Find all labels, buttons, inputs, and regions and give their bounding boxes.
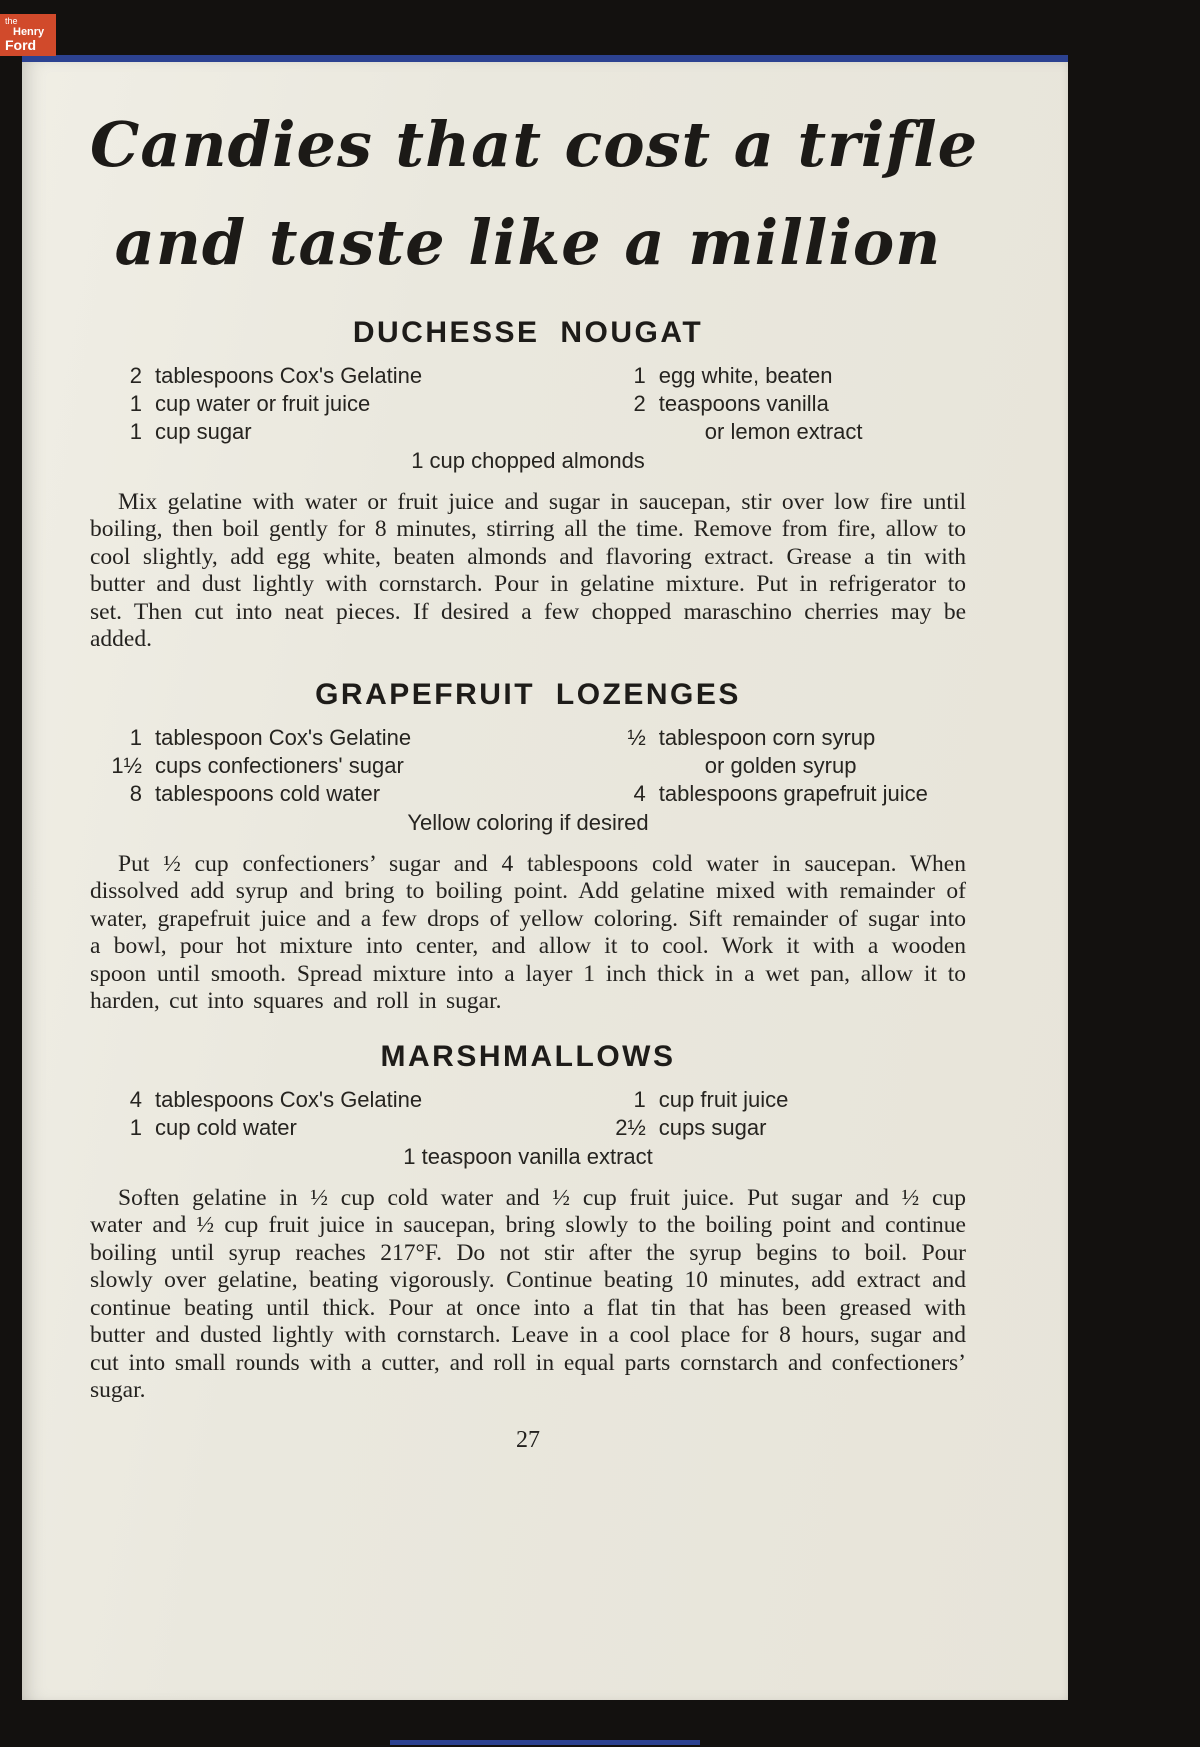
page-top-edge: [22, 55, 1068, 62]
ingredient-qty: 1: [129, 724, 142, 750]
ingredient-text: teaspoons vanilla: [658, 390, 829, 416]
ingredient-qty: 4: [129, 1086, 142, 1112]
ingredient-row: [608, 418, 966, 446]
ingredient-text: tablespoon corn syrup: [658, 724, 876, 750]
ingredient-qty: 1: [633, 1086, 646, 1112]
ingredient-column-right: [572, 362, 966, 446]
ingredient-qty: 1: [129, 418, 142, 444]
recipe-heading: MARSHMALLOWS: [380, 1039, 676, 1073]
ingredient-text: or golden syrup: [704, 752, 857, 778]
henry-ford-logo: [0, 14, 56, 56]
ingredient-text: cup cold water: [155, 1114, 297, 1140]
ingredient-center-line: 1 teaspoon vanilla extract: [403, 1143, 653, 1169]
ingredient-columns: [90, 362, 966, 446]
ingredient-center-line: Yellow coloring if desired: [407, 809, 649, 835]
ingredient-qty: 4: [633, 780, 646, 806]
ingredient-qty: 2: [633, 390, 646, 416]
logo-ford: Ford: [5, 37, 37, 53]
ingredient-column-left: [90, 724, 572, 808]
ingredient-text: cup sugar: [155, 418, 252, 444]
ingredient-columns: [90, 1086, 966, 1142]
page-title: [90, 96, 979, 292]
ingredient-qty: 1: [129, 1114, 142, 1140]
ingredient-columns: [90, 724, 966, 808]
logo-henry: Henry: [13, 26, 45, 38]
recipe-instructions: Soften gelatine in ½ cup cold water and ½ cup fruit juice. Put sugar and ½ cup water and ½ cup fruit juice in saucepan, bring slowly to the boiling point and continue boiling until syrup reaches 217°F. Do not stir after the syrup begins to boil. Pour slowly over gelatine, beating vigorously. Continue beating 10 minutes, add extract and continue beating until thick. Pour at once into a flat tin that has been greased with butter and dusted lightly with cornstarch. Leave in a cool place for 8 hours, sugar and cut into small rounds with a cutter, and roll in equal parts cornstarch and confectioners’ sugar.: [90, 1184, 966, 1404]
ingredient-column-right: [572, 724, 966, 808]
ingredient-text: tablespoons Cox's Gelatine: [155, 1086, 423, 1112]
ingredient-text: tablespoon Cox's Gelatine: [155, 724, 412, 750]
ingredient-qty: 1: [633, 362, 646, 388]
ingredient-text: tablespoons Cox's Gelatine: [155, 362, 423, 388]
ingredient-qty: 2: [129, 362, 142, 388]
ingredient-column-left: [90, 1086, 572, 1142]
ingredient-qty: 1: [129, 390, 142, 416]
ingredient-row: [104, 362, 572, 390]
booklet-page: [22, 62, 1068, 1700]
ingredient-text: cups confectioners' sugar: [155, 752, 404, 778]
ingredient-row: [608, 1086, 966, 1114]
ingredient-text: or lemon extract: [704, 418, 863, 444]
ingredient-row: [104, 1086, 572, 1114]
ingredient-row: [608, 362, 966, 390]
recipe-section-duchesse-nougat: [90, 316, 966, 654]
ingredient-row: [608, 724, 966, 752]
recipe-section-grapefruit-lozenges: [90, 678, 966, 1016]
ingredient-row: [104, 752, 572, 780]
ingredient-text: cups sugar: [658, 1114, 767, 1140]
ingredient-center-line: 1 cup chopped almonds: [411, 447, 645, 473]
recipe-instructions: Put ½ cup confectioners’ sugar and 4 tablespoons cold water in saucepan. When dissolved add syrup and bring to boiling point. Add gelatine mixed with remainder of water, grapefruit juice and a few drops of yellow coloring. Sift remainder of sugar into a bowl, pour hot mixture into center, and allow it to cool. Work it with a wooden spoon until smooth. Spread mixture into a layer 1 inch thick in a wet pan, allow it to harden, cut into squares and roll in sugar.: [90, 850, 966, 1015]
ingredient-qty: 2½: [615, 1114, 646, 1140]
recipe-heading: GRAPEFRUIT LOZENGES: [315, 677, 741, 711]
recipe-instructions: Mix gelatine with water or fruit juice and sugar in saucepan, stir over low fire until boiling, then boil gently for 8 minutes, stirring all the time. Remove from fire, allow to cool slightly, add egg white, beaten almonds and flavoring extract. Grease a tin with butter and dust lightly with cornstarch. Pour in gelatine mixture. Put in refrigerator to set. Then cut into neat pieces. If desired a few chopped maraschino cherries may be added.: [90, 488, 966, 653]
ingredient-text: tablespoons cold water: [155, 780, 381, 806]
logo-the: the: [5, 16, 18, 26]
ingredient-qty: 1½: [111, 752, 142, 778]
ingredient-qty: ½: [627, 724, 646, 750]
ingredient-column-left: [90, 362, 572, 446]
ingredient-row: [608, 1114, 966, 1142]
page-number: 27: [516, 1426, 540, 1453]
page-bottom-edge: [390, 1740, 700, 1745]
ingredient-text: cup fruit juice: [658, 1086, 789, 1112]
ingredient-row: [608, 390, 966, 418]
ingredient-row: [608, 780, 966, 808]
ingredient-row: [104, 390, 572, 418]
page-title-line1: Candies that cost a trifle: [90, 108, 979, 181]
ingredient-row: [104, 418, 572, 446]
ingredient-qty: 8: [129, 780, 142, 806]
ingredient-row: [104, 724, 572, 752]
ingredient-row: [104, 780, 572, 808]
ingredient-row: [104, 1114, 572, 1142]
ingredient-text: egg white, beaten: [658, 362, 833, 388]
ingredient-row: [608, 752, 966, 780]
page-title-line2: and taste like a million: [114, 205, 942, 279]
ingredient-text: tablespoons grapefruit juice: [658, 780, 928, 806]
recipe-heading: DUCHESSE NOUGAT: [352, 315, 704, 349]
recipe-section-marshmallows: [90, 1040, 966, 1405]
ingredient-text: cup water or fruit juice: [155, 390, 371, 416]
ingredient-column-right: [572, 1086, 966, 1142]
